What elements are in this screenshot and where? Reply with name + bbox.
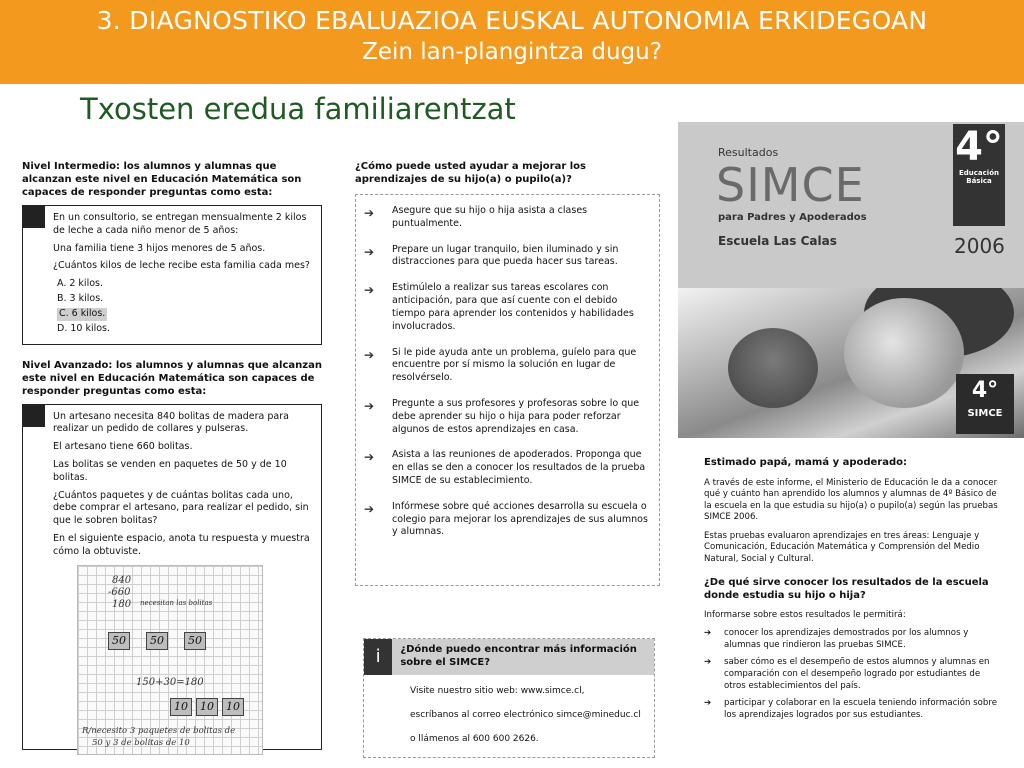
cover-text — [704, 456, 998, 727]
question-box-1 — [22, 205, 322, 345]
cover-p2: Estas pruebas evaluaron aprendizajes en tres áreas: Lenguaje y Comunicación, Educación Matemática y Comprensión del Medio Natural, Social y Cultural. — [704, 530, 980, 565]
tip-item — [364, 347, 651, 385]
hw-calc2: -660 — [108, 586, 131, 598]
cover-item — [704, 698, 998, 721]
intermedio-heading: Nivel Intermedio: los alumnos y alumnas que alcanzan este nivel en Educación Matemática son capaces de responder preguntas como esta: — [22, 161, 302, 198]
tip-item — [364, 398, 651, 436]
hw-calc1: 840 — [112, 574, 132, 586]
grade-badge — [953, 124, 1005, 226]
q2-text1: Un artesano necesita 840 bolitas de madera para realizar un pedido de collares y pulseras. — [53, 410, 289, 435]
cover-greeting: Estimado papá, mamá y apoderado: — [704, 457, 908, 468]
cover-p1: A través de este informe, el Ministerio de Educación le da a conocer qué y cuánto han aprendido los alumnos y alumnas de 4º Básico de la escuela en la que estudia su hijo(a) o pupilo(a) según las pruebas SIMCE 2006. — [704, 477, 998, 523]
avanzado-heading: Nivel Avanzado: los alumnos y alumnas que alcanzan este nivel en Educación Matemática son capaces de responder preguntas como esta: — [22, 359, 322, 397]
q1-option-c: C. 6 kilos. — [59, 307, 106, 319]
hw-calc3: 180 — [112, 598, 132, 610]
q1-text2: Una familia tiene 3 hijos menores de 5 años. — [53, 242, 266, 254]
tips-box — [355, 194, 660, 586]
tip-text: Pregunte a sus profesores y profesoras sobre lo que debe aprender su hijo o hija para poder reforzar algunos de estos aprendizajes en casa. — [392, 397, 640, 435]
tip-item — [364, 244, 651, 270]
q1-option-d: D. 10 kilos. — [57, 322, 111, 334]
cover-intro: Informarse sobre estos resultados le permitirá: — [704, 609, 906, 620]
banner-subtitle: Zein lan-plangintza dugu? — [362, 39, 662, 65]
photo-simce-badge — [956, 374, 1014, 434]
coin-10: 10 — [222, 698, 244, 717]
coin-50: 50 — [146, 632, 168, 651]
tip-item — [364, 449, 651, 487]
question-tab — [23, 206, 45, 228]
help-title: ¿Cómo puede usted ayudar a mejorar los aprendizajes de su hijo(a) o pupilo(a)? — [355, 161, 587, 185]
question-box-2 — [22, 404, 322, 750]
info-box — [363, 638, 655, 758]
title-banner — [0, 0, 1024, 84]
photo-child-back — [728, 328, 818, 408]
q1-options — [53, 278, 315, 335]
q2-text3: Las bolitas se venden en paquetes de 50 y de 10 bolitas. — [53, 458, 287, 483]
arrow-right-icon: ➔ — [364, 450, 375, 465]
cover-item — [704, 628, 998, 651]
arrow-right-icon: ➔ — [704, 628, 712, 639]
arrow-right-icon: ➔ — [704, 657, 712, 668]
cover-header — [678, 122, 1024, 288]
grade-sub: Educación Básica — [959, 169, 999, 185]
info-icon: i — [364, 639, 392, 675]
cover-item-text: conocer los aprendizajes demostrados por los alumnos y alumnas que rindieron las pruebas SIMCE. — [724, 628, 969, 650]
info-line-phone: o llámenos al 600 600 2626. — [410, 734, 539, 745]
middle-page — [355, 160, 660, 760]
tip-item — [364, 282, 651, 333]
hw-answer2: 50 y 3 de bolitas de 10 — [92, 737, 190, 748]
q2-text4: ¿Cuántos paquetes y de cuántas bolitas cada uno, debe comprar el artesano, para realizar el pedido, sin que le sobren bolitas? — [53, 489, 309, 527]
tip-text: Prepare un lugar tranquilo, bien iluminado y sin distracciones para que pueda hacer sus tareas. — [392, 243, 619, 268]
tip-text: Asista a las reuniones de apoderados. Proponga que en ellas se den a conocer los resultados de la prueba SIMCE de su establecimiento. — [392, 449, 646, 486]
slide-subtitle: Txosten eredua familiarentzat — [80, 92, 516, 126]
cover-item — [704, 657, 998, 692]
answer-grid — [77, 565, 263, 755]
q1-option-b: B. 3 kilos. — [57, 293, 104, 305]
photo-child-face — [844, 298, 964, 408]
info-body — [364, 675, 654, 745]
photo-badge-sub: SIMCE — [967, 408, 1003, 419]
info-line-web: Visite nuestro sitio web: www.simce.cl, — [410, 686, 585, 696]
arrow-right-icon: ➔ — [364, 283, 375, 298]
coin-10: 10 — [170, 698, 192, 717]
tip-text: Infórmese sobre qué acciones desarrolla su escuela o colegio para mejorar los aprendizajes de sus alumnos y alumnas. — [392, 500, 648, 538]
tip-text: Si le pide ayuda ante un problema, guíelo para que encuentre por sí mismo la solución en lugar de resolvérselo. — [392, 346, 637, 384]
q1-text3: ¿Cuántos kilos de leche recibe esta familia cada mes? — [53, 260, 310, 272]
cover-h2: ¿De qué sirve conocer los resultados de la escuela donde estudia su hijo o hija? — [704, 576, 989, 601]
left-page — [22, 160, 322, 760]
coin-50: 50 — [108, 632, 130, 651]
cover-simce-logo: SIMCE — [716, 158, 865, 212]
coin-10: 10 — [196, 698, 218, 717]
info-title: ¿Dónde puedo encontrar más información sobre el SIMCE? — [400, 644, 637, 668]
q1-option-a: A. 2 kilos. — [57, 278, 103, 290]
q2-text2: El artesano tiene 660 bolitas. — [53, 441, 193, 453]
question-tab — [23, 405, 45, 427]
hw-note: necesitan las bolitas — [140, 598, 213, 607]
info-line-email: escríbanos al correo electrónico simce@mineduc.cl — [410, 710, 641, 721]
cover-item-text: participar y colaborar en la escuela teniendo información sobre los aprendizajes logrados por sus estudiantes. — [724, 698, 997, 720]
cover-escuela: Escuela Las Calas — [718, 234, 837, 248]
tip-text: Estimúlelo a realizar sus tareas escolares con anticipación, para que así cuente con el debido tiempo para aprender los contenidos y habilidades involucrados. — [392, 282, 634, 332]
arrow-right-icon: ➔ — [364, 501, 375, 516]
tip-item — [364, 501, 651, 539]
arrow-right-icon: ➔ — [364, 398, 375, 413]
tip-item — [364, 205, 651, 231]
coin-50: 50 — [184, 632, 206, 651]
arrow-right-icon: ➔ — [364, 244, 375, 259]
grade-number: 4° — [955, 124, 1003, 170]
arrow-right-icon: ➔ — [364, 206, 375, 220]
hw-answer1: R/necesito 3 paquetes de bolitas de — [82, 725, 236, 736]
cover-para: para Padres y Apoderados — [718, 212, 867, 223]
arrow-right-icon: ➔ — [364, 347, 375, 362]
cover-page — [678, 122, 1024, 768]
photo-badge-grade: 4° — [971, 378, 999, 403]
info-header — [364, 639, 654, 675]
cover-photo — [678, 288, 1024, 438]
q1-text1: En un consultorio, se entregan mensualmente 2 kilos de leche a cada niño menor de 5 años: — [53, 212, 307, 236]
cover-year: 2006 — [954, 234, 1005, 258]
cover-resultados: Resultados — [718, 146, 779, 159]
tip-text: Asegure que su hijo o hija asista a clases puntualmente. — [392, 205, 588, 229]
q2-text5: En el siguiente espacio, anota tu respuesta y muestra cómo la obtuviste. — [53, 533, 310, 557]
banner-title: 3. DIAGNOSTIKO EBALUAZIOA EUSKAL AUTONOMIA ERKIDEGOAN — [96, 6, 928, 35]
arrow-right-icon: ➔ — [704, 698, 712, 709]
hw-sum: 150+30=180 — [136, 676, 204, 688]
cover-item-text: saber cómo es el desempeño de estos alumnos y alumnas en comparación con el desempeño logrado por estudiantes de otros establecimientos del país. — [724, 657, 990, 691]
